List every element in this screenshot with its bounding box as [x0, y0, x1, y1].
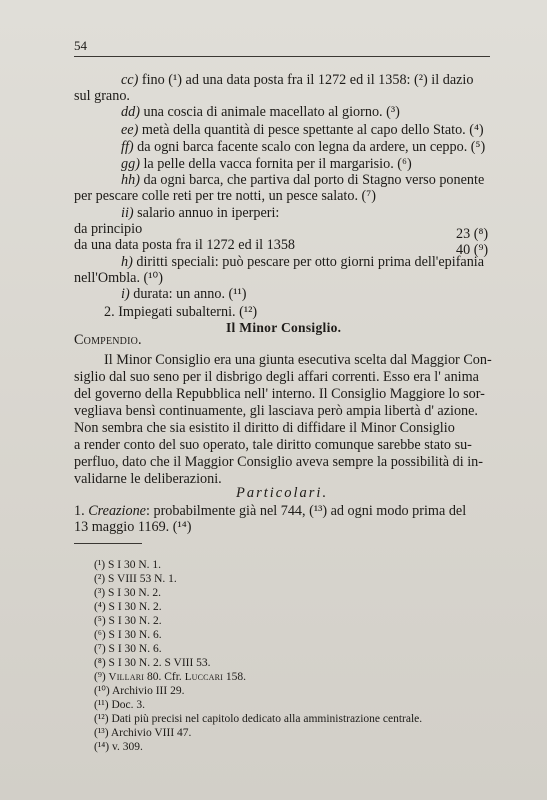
footnote-mark: (⁶) — [94, 629, 106, 641]
footnote — [94, 726, 191, 740]
creazione-label: Creazione — [88, 503, 146, 519]
compendio-label: Compendio. — [74, 332, 142, 348]
section-title: Il Minor Consiglio. — [226, 320, 342, 335]
footnote-text: Doc. 3. — [111, 699, 145, 711]
page-number: 54 — [74, 38, 87, 53]
footnote-text: S I 30 N. 6. — [108, 629, 162, 641]
list-item-2: 2. Impiegati subalterni. (¹²) — [104, 304, 258, 320]
footnote-text: S I 30 N. 1. — [107, 559, 162, 571]
item-text: fino (¹) ad una data posta fra il 1272 ed il 1358: (²) il dazio — [141, 72, 474, 88]
footnote-text: Archivio VIII 47. — [110, 727, 192, 739]
item-mark: ff) — [121, 139, 134, 155]
footnote — [94, 600, 162, 614]
item-text: sul grano. — [74, 88, 130, 104]
paragraph-line: del governo della Repubblica nell' interno. Il Consiglio Maggiore lo sor- — [74, 386, 485, 402]
item-text: durata: un anno. (¹¹) — [133, 286, 247, 302]
footnote-text: 80. Cfr. — [144, 671, 185, 683]
footnote-mark: (⁹) — [94, 671, 106, 683]
item-mark: dd) — [121, 104, 140, 120]
footnote-mark: (⁴) — [94, 601, 106, 613]
item-mark: gg) — [121, 156, 140, 172]
item-text: da ogni barca facente scalo con legna da ardere, un ceppo. (⁵) — [137, 139, 486, 155]
footnote-text: Dati più precisi nel capitolo dedicato alla amministrazione centrale. — [111, 713, 423, 725]
footnote — [94, 670, 246, 684]
footnote-text: S I 30 N. 6. — [108, 643, 162, 655]
footnote — [94, 740, 143, 754]
paragraph-line: perfluo, dato che il Maggior Consiglio aveva sempre la possibilità di in- — [74, 454, 483, 470]
footnote-text: S I 30 N. 2. S VIII 53. — [108, 657, 211, 669]
footnote-text: S I 30 N. 2. — [108, 601, 162, 613]
item-mark: hh) — [121, 172, 140, 188]
list-item-ff — [121, 139, 485, 156]
footnote-mark: (¹¹) — [94, 699, 109, 711]
creazione-text: : probabilmente già nel 744, (¹³) ad ogni modo prima del — [145, 503, 467, 519]
creazione-number: 1. — [74, 503, 85, 519]
paragraph-line: Il Minor Consiglio era una giunta esecutiva scelta dal Maggior Con- — [104, 352, 492, 368]
list-item-gg — [121, 156, 412, 173]
footnote — [94, 684, 184, 698]
item-text: metà della quantità di pesce spettante al capo dello Stato. (⁴) — [141, 122, 484, 138]
salary-row-value: 23 (⁸) — [456, 226, 489, 242]
salary-row-value: 40 (⁹) — [456, 242, 489, 258]
footnote-mark: (¹²) — [94, 713, 109, 725]
list-item-hh — [121, 172, 484, 189]
footnote-mark: (²) — [94, 573, 106, 585]
footnote-mark: (⁵) — [94, 615, 106, 627]
footnote — [94, 656, 211, 670]
footnote-mark: (¹⁴) — [94, 741, 110, 753]
item-text: per pescare colle reti per tre notti, un pesce salato. (⁷) — [74, 188, 376, 204]
footnote-text: 158. — [223, 671, 247, 683]
list-item-cc-continued — [74, 88, 130, 105]
list-item-h — [121, 254, 484, 271]
footnote — [94, 712, 422, 726]
creazione-line-continued: 13 maggio 1169. (¹⁴) — [74, 519, 192, 535]
footnote — [94, 642, 162, 656]
footnote-text: v. 309. — [112, 741, 143, 753]
footnote-text: Archivio III 29. — [111, 685, 185, 697]
footnote-mark: (⁸) — [94, 657, 106, 669]
paragraph-line: validarne le deliberazioni. — [74, 471, 222, 487]
item-mark: h) — [121, 254, 133, 270]
list-item-hh-continued — [74, 188, 376, 205]
list-item-cc — [121, 72, 473, 89]
item-text: diritti speciali: può pescare per otto giorni prima dell'epifania — [136, 254, 485, 270]
footnote-text: S I 30 N. 2. — [108, 615, 162, 627]
footnote — [94, 628, 162, 642]
paragraph-line: vegliava bensì continuamente, gli lasciava però ampia libertà d' azione. — [74, 403, 478, 419]
item-text: la pelle della vacca fornita per il margarisio. (⁶) — [143, 156, 412, 172]
creazione-line — [74, 503, 466, 520]
paragraph-line: Non sembra che sia esistito il diritto di diffidare il Minor Consiglio — [74, 420, 455, 436]
item-text: salario annuo in iperperi: — [137, 205, 280, 221]
item-text: una coscia di animale macellato al giorno. (³) — [143, 104, 400, 120]
header-rule — [74, 56, 490, 57]
item-mark: ii) — [121, 205, 134, 221]
footnote — [94, 614, 162, 628]
footnote — [94, 558, 161, 572]
footnote — [94, 572, 177, 586]
footnote-mark: (³) — [94, 587, 106, 599]
footnote-mark: (⁷) — [94, 643, 106, 655]
footnote-rule — [74, 543, 142, 544]
author-name: Luccari — [184, 671, 224, 683]
list-item-ii — [121, 205, 279, 222]
salary-row-label: da una data posta fra il 1272 ed il 1358 — [74, 237, 296, 253]
footnote-mark: (¹) — [94, 559, 106, 571]
list-item-h-continued: nell'Ombla. (¹⁰) — [74, 270, 163, 286]
list-item-ee — [121, 122, 484, 139]
footnote-mark: (¹⁰) — [94, 685, 110, 697]
paragraph-line: siglio dal suo seno per il disbrigo degli affari correnti. Esso era l' anima — [74, 369, 479, 385]
item-mark: i) — [121, 286, 130, 302]
footnote-mark: (¹³) — [94, 727, 109, 739]
item-text: da ogni barca, che partiva dal porto di Stagno verso ponente — [143, 172, 485, 188]
footnote — [94, 698, 145, 712]
salary-row-label: da principio — [74, 221, 143, 237]
footnote-text: S I 30 N. 2. — [107, 587, 162, 599]
paragraph-line: a render conto del suo operato, tale diritto comunque sarebbe stato su- — [74, 437, 472, 453]
footnote-text: S VIII 53 N. 1. — [107, 573, 177, 585]
author-name: Villari — [108, 671, 145, 683]
item-mark: ee) — [121, 122, 139, 138]
footnote — [94, 586, 161, 600]
list-item-i — [121, 286, 247, 303]
list-item-dd — [121, 104, 400, 121]
item-mark: cc) — [121, 72, 139, 88]
particolari-title: Particolari. — [236, 485, 329, 501]
